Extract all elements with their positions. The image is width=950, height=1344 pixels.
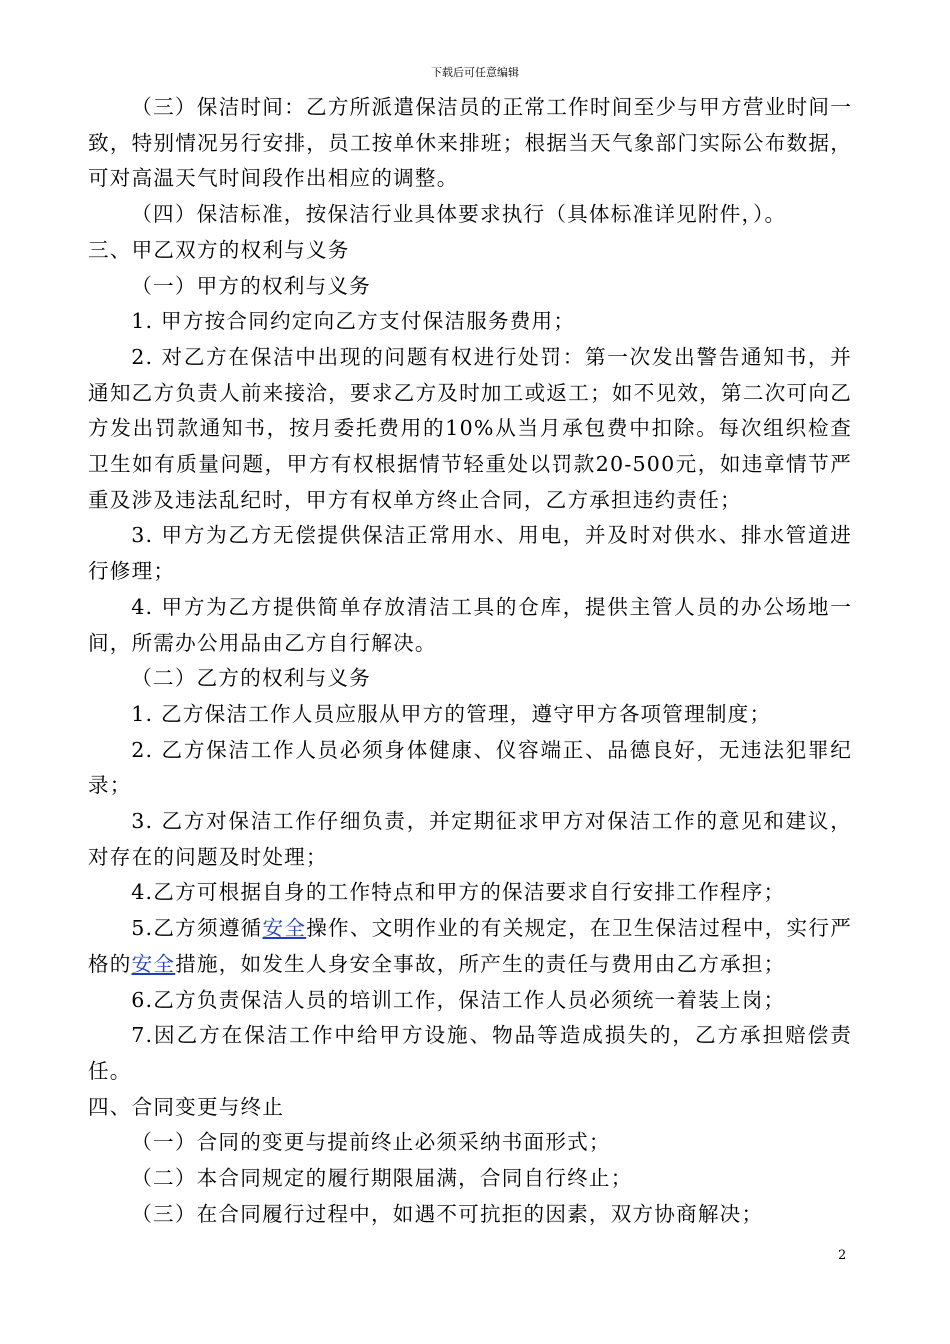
list-item-a1: 1. 甲方按合同约定向乙方支付保洁服务费用； [131,309,576,334]
list-item-b2: 2. 乙方保洁工作人员必须身体健康、仪容端正、品德良好，无违法犯罪纪录； [88,737,852,798]
section-heading-rights: 三、甲乙双方的权利与义务 [88,237,350,262]
page-number: 2 [838,1248,847,1263]
list-item-b5-mid: 操作、文明作业的有关规定，在卫生保洁过程中，实行严格的 [88,916,852,976]
list-item-a3: 3. 甲方为乙方无偿提供保洁正常用水、用电，并及时对供水、排水管道进行修理； [88,523,852,584]
page-header: 下载后可任意编辑 [431,66,519,79]
paragraph-cleaning-time: （三）保洁时间：乙方所派遣保洁员的正常工作时间至少与甲方营业时间一致，特别情况另行安排，员工按单休来排班；根据当天气象部门实际公布数据，可对高温天气时间段作出相应的调整。 [88,95,852,191]
list-item-a2: 2. 对乙方在保洁中出现的问题有权进行处罚：第一次发出警告通知书，并通知乙方负责人前来接洽，要求乙方及时加工或返工；如不见效，第二次可向乙方发出罚款通知书，按月委托费用的10%从当月承包费中扣除。每次组织检查卫生如有质量问题，甲方有权根据情节轻重处以罚款20-500元，如违章情节严重及涉及违法乱纪时，甲方有权单方终止合同，乙方承担违约责任； [88,344,852,512]
subheading-party-a: （一）甲方的权利与义务 [131,273,371,298]
safety-link[interactable]: 安全 [262,916,307,941]
list-item-b5 [88,911,852,982]
safety-link[interactable]: 安全 [131,951,176,976]
list-item-c3: （三）在合同履行过程中，如遇不可抗拒的因素，双方协商解决； [131,1201,764,1226]
list-item-c2: （二）本合同规定的履行期限届满，合同自行终止； [131,1166,633,1191]
list-item-b7: 7.因乙方在保洁工作中给甲方设施、物品等造成损失的，乙方承担赔偿责任。 [88,1023,852,1083]
list-item-b4: 4.乙方可根据自身的工作特点和甲方的保洁要求自行安排工作程序； [131,880,786,905]
list-item-b5-suffix: 措施，如发生人身安全事故，所产生的责任与费用由乙方承担； [175,951,786,976]
list-item-c1: （一）合同的变更与提前终止必须采纳书面形式； [131,1130,611,1155]
list-item-b3: 3. 乙方对保洁工作仔细负责，并定期征求甲方对保洁工作的意见和建议，对存在的问题及时处理； [88,809,852,869]
list-item-b1: 1. 乙方保洁工作人员应服从甲方的管理，遵守甲方各项管理制度； [131,701,772,726]
list-item-b6: 6.乙方负责保洁人员的培训工作，保洁工作人员必须统一着装上岗； [131,987,786,1012]
document-body [88,90,852,1233]
subheading-party-b: （二）乙方的权利与义务 [131,666,371,691]
list-item-a4: 4. 甲方为乙方提供简单存放清洁工具的仓库，提供主管人员的办公场地一间，所需办公用品由乙方自行解决。 [88,594,852,655]
paragraph-cleaning-standard: （四）保洁标准，按保洁行业具体要求执行（具体标准详见附件，）。 [131,202,787,227]
section-heading-change: 四、合同变更与终止 [88,1094,285,1119]
list-item-b5-prefix: 5.乙方须遵循 [131,916,263,941]
